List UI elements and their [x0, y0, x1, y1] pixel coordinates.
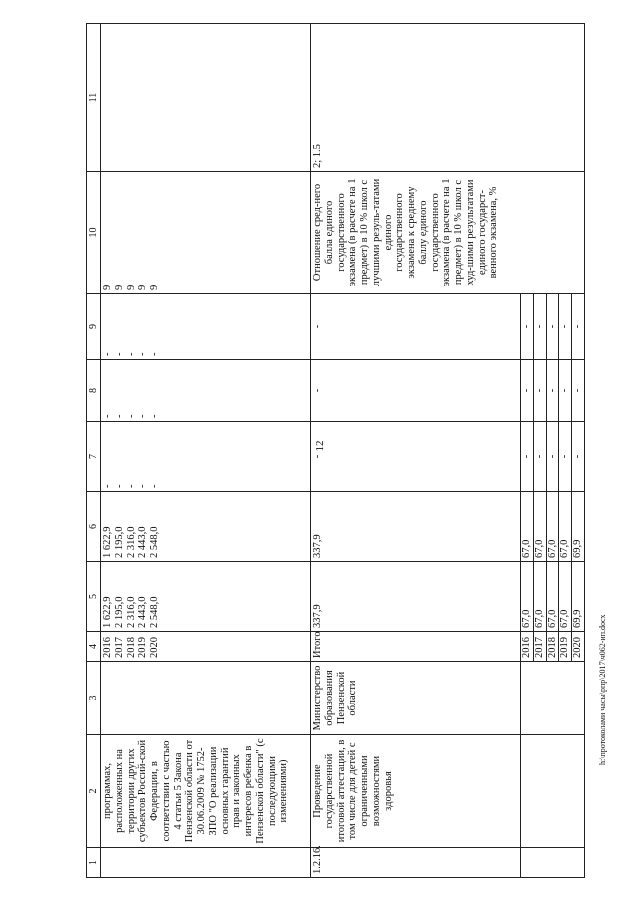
funding-value: - — [102, 414, 114, 418]
year-value: 2017 — [113, 637, 125, 658]
regional-budget-list — [101, 492, 311, 562]
funding-value: - — [559, 422, 572, 492]
funding-value: 67,0 — [559, 562, 572, 632]
funding-value: 67,0 — [546, 562, 559, 632]
funding-value: - — [533, 294, 546, 360]
header-row — [87, 24, 101, 878]
indicator-text: Отношение сред-него балла единого государственного экзамена (в расчете на 1 предмет) в 10 % школ с лучшими резуль-татами единого государственного экзамена к среднему баллу единого государственного экзамена (в расчете на 1 предмет) в 10 % школ с худ-шими результатами единого государст-венного экзамена, % — [312, 178, 500, 287]
header-cell: 9 — [87, 294, 101, 360]
header-cell: 2 — [87, 735, 101, 848]
funding-value: - — [533, 422, 546, 492]
funding-value: - — [546, 422, 559, 492]
funding-value: - — [521, 422, 534, 492]
funding-value: 2 195,0 — [113, 526, 125, 558]
total-federal: - — [311, 422, 521, 492]
funding-value: - — [125, 484, 137, 488]
header-cell: 3 — [87, 662, 101, 735]
header-cell: 6 — [87, 492, 101, 562]
funding-value: - — [149, 352, 161, 356]
total-regional: 337,9 — [311, 492, 521, 562]
funding-value: - — [113, 414, 125, 418]
total-label: Итого — [311, 632, 521, 662]
funding-value: 67,0 — [521, 562, 534, 632]
total-local: - — [311, 360, 521, 422]
executor-continued — [521, 662, 585, 735]
funding-value: - — [102, 352, 114, 356]
file-path-footer: h:\протоколами часы\рпр\2017\ч062-ип.docx — [598, 614, 607, 765]
page-number: 12 — [314, 440, 326, 452]
table-row — [311, 24, 521, 878]
indicator-value-list — [101, 172, 311, 294]
indicator-description — [311, 172, 585, 294]
rotated-table-page — [86, 24, 584, 878]
indicator-value: 9 — [149, 284, 161, 290]
funding-value: 67,0 — [533, 492, 546, 562]
year-value: 2019 — [559, 632, 572, 662]
funding-value: 2 316,0 — [125, 596, 137, 628]
header-cell: 10 — [87, 172, 101, 294]
funding-value: - — [125, 414, 137, 418]
funding-value: 67,0 — [546, 492, 559, 562]
year-value: 2018 — [125, 637, 137, 658]
row-number-continued — [521, 848, 585, 878]
indicator-value: 9 — [102, 284, 114, 290]
header-cell: 11 — [87, 24, 101, 172]
year-value: 2016 — [521, 632, 534, 662]
funding-value: - — [113, 352, 125, 356]
program-table — [86, 23, 585, 878]
funding-value: - — [521, 360, 534, 422]
extra-budget-list — [101, 294, 311, 360]
year-value: 2019 — [137, 637, 149, 658]
funding-value: - — [572, 294, 585, 360]
measure-description: программах, расположенных на территории других субъектов Россий-ской Федерации, в соответствии с частью 4 статьи 5 Закона Пензенской области от 30.06.2009 № 1752-ЗПО "О реализации основных гарантий прав и законных интересов ребенка в Пензенской области" (с последующими изменениями) — [101, 735, 311, 848]
indicator-value: 9 — [137, 284, 149, 290]
table-row — [101, 24, 311, 878]
year-value: 2017 — [533, 632, 546, 662]
header-cell: 8 — [87, 360, 101, 422]
total-extra: - — [311, 294, 521, 360]
funding-value: 69,9 — [572, 492, 585, 562]
indicator-value: 9 — [125, 284, 137, 290]
responsible-executor — [101, 662, 311, 735]
funding-value: 69,9 — [572, 562, 585, 632]
funding-total-list — [101, 562, 311, 632]
funding-value: 67,0 — [533, 562, 546, 632]
funding-value: 67,0 — [521, 492, 534, 562]
funding-value: - — [102, 484, 114, 488]
year-list — [101, 632, 311, 662]
funding-value: - — [137, 352, 149, 356]
header-cell: 7 — [87, 422, 101, 492]
funding-value: - — [521, 294, 534, 360]
funding-value: 2 316,0 — [125, 526, 137, 558]
funding-value: 2 548,0 — [149, 596, 161, 628]
header-cell: 4 — [87, 632, 101, 662]
funding-value: - — [125, 352, 137, 356]
funding-value: - — [137, 414, 149, 418]
year-value: 2020 — [572, 632, 585, 662]
measure-description: Проведение государственной итоговой аттестации, в том числе для детей с ограниченными возможностями здоровья — [311, 735, 521, 848]
funding-value: 2 443,0 — [137, 596, 149, 628]
funding-value: 1 622,9 — [102, 596, 114, 628]
year-value: 2018 — [546, 632, 559, 662]
funding-value: - — [149, 484, 161, 488]
funding-value: 2 548,0 — [149, 526, 161, 558]
header-cell: 1 — [87, 848, 101, 878]
row-number — [101, 848, 311, 878]
funding-value: 67,0 — [559, 492, 572, 562]
funding-value: - — [546, 294, 559, 360]
responsible-executor: Министерство образования Пензенской области — [311, 662, 521, 735]
funding-value: - — [559, 294, 572, 360]
task-link: 2; 1.5 — [311, 24, 585, 172]
funding-value: - — [559, 360, 572, 422]
funding-value: - — [113, 484, 125, 488]
funding-value: 1 622,9 — [102, 526, 114, 558]
federal-budget-list — [101, 422, 311, 492]
local-budget-list — [101, 360, 311, 422]
funding-value: - — [149, 414, 161, 418]
funding-value: - — [137, 484, 149, 488]
year-value: 2016 — [102, 637, 114, 658]
funding-value: 2 443,0 — [137, 526, 149, 558]
funding-value: 2 195,0 — [113, 596, 125, 628]
funding-value: - — [572, 360, 585, 422]
header-cell: 5 — [87, 562, 101, 632]
total-funding: 337,9 — [311, 562, 521, 632]
year-value: 2020 — [149, 637, 161, 658]
description-continued — [521, 735, 585, 848]
task-link — [101, 24, 311, 172]
funding-value: - — [572, 422, 585, 492]
funding-value: - — [546, 360, 559, 422]
indicator-value: 9 — [113, 284, 125, 290]
row-number: 1.2.16. — [311, 848, 521, 878]
funding-value: - — [533, 360, 546, 422]
